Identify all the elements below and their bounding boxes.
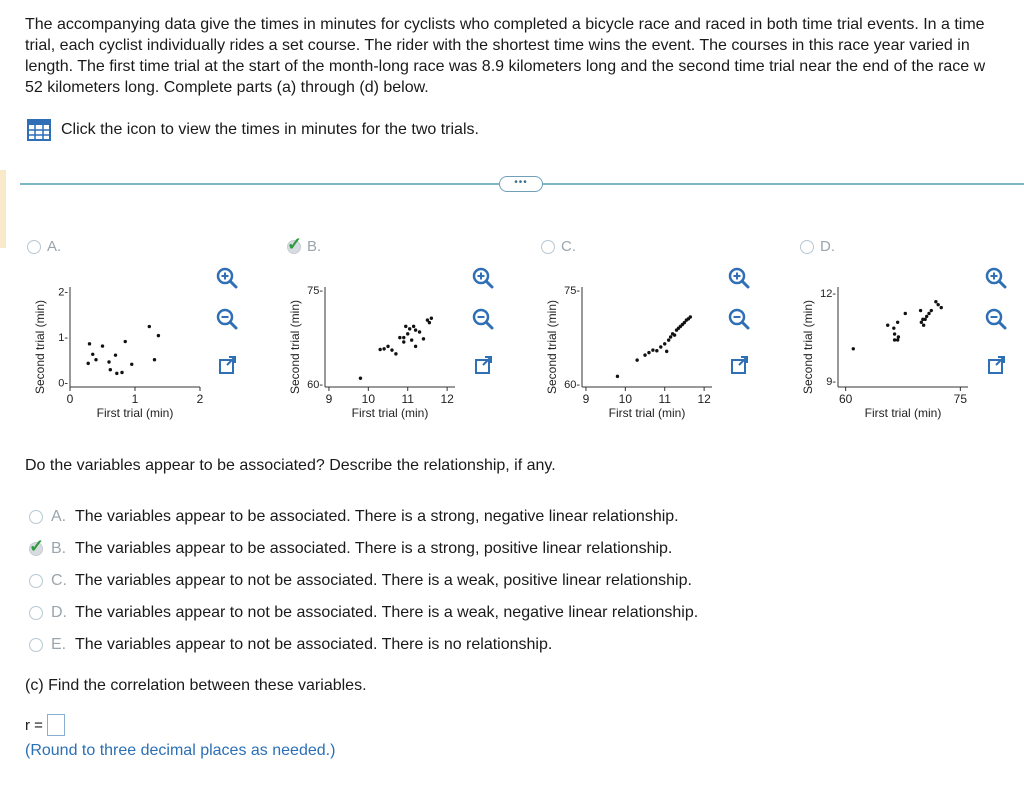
- x-axis-label: First trial (min): [96, 406, 174, 420]
- zoom-out-icon[interactable]: [983, 306, 1009, 332]
- association-question: Do the variables appear to be associated? Describe the relationship, if any.: [25, 457, 556, 474]
- answer-letter-c: C.: [51, 572, 67, 589]
- answer-letter-d: D.: [51, 604, 67, 621]
- data-point: [404, 325, 407, 328]
- x-axis-label: First trial (min): [608, 406, 686, 420]
- x-tick-label: 10: [618, 392, 633, 406]
- expand-icon[interactable]: [470, 352, 496, 378]
- data-point: [667, 338, 670, 341]
- data-point: [673, 333, 676, 336]
- y-axis-label: Second trial (min): [288, 299, 302, 395]
- data-point: [886, 324, 889, 327]
- r-answer-row: [25, 714, 65, 736]
- y-tick-label: 1-: [58, 332, 68, 344]
- scatterplot-a: [30, 270, 220, 435]
- checkmark-icon: ✓: [287, 233, 303, 254]
- zoom-out-icon[interactable]: [726, 306, 752, 332]
- data-point: [919, 309, 922, 312]
- data-point: [394, 352, 397, 355]
- y-axis-label: Second trial (min): [33, 299, 47, 395]
- data-point: [655, 349, 658, 352]
- graph-option-d[interactable]: [800, 238, 835, 255]
- answer-radio-d[interactable]: [29, 606, 43, 620]
- data-point: [382, 347, 385, 350]
- answer-text-b: The variables appear to be associated. There is a strong, positive linear relationship.: [75, 540, 673, 557]
- scatterplot-d-svg: [798, 270, 988, 435]
- rounding-note: (Round to three decimal places as needed.): [25, 742, 336, 759]
- data-point: [689, 315, 692, 318]
- part-c-prompt: (c) Find the correlation between these variables.: [25, 677, 367, 694]
- data-point: [148, 325, 151, 328]
- graph-radio-a[interactable]: [27, 240, 41, 254]
- data-point: [107, 360, 110, 363]
- data-point: [398, 336, 401, 339]
- data-point: [896, 321, 899, 324]
- data-point: [157, 334, 160, 337]
- answer-a[interactable]: [29, 501, 698, 533]
- graph-option-b[interactable]: [287, 233, 322, 255]
- data-point: [927, 312, 930, 315]
- data-point: [659, 345, 662, 348]
- data-point: [635, 358, 638, 361]
- zoom-in-icon[interactable]: [214, 265, 240, 291]
- data-point: [669, 335, 672, 338]
- data-point: [414, 328, 417, 331]
- data-point: [402, 336, 405, 339]
- y-axis-label: Second trial (min): [801, 299, 815, 395]
- graph-option-c[interactable]: [541, 238, 576, 255]
- graph-letter-b: B.: [307, 238, 322, 255]
- data-point: [428, 321, 431, 324]
- data-point: [406, 332, 409, 335]
- data-point: [934, 300, 937, 303]
- data-point: [386, 345, 389, 348]
- left-margin-marker: [0, 170, 6, 248]
- graph-letter-d: D.: [820, 238, 835, 255]
- x-tick-label: 9: [582, 392, 590, 406]
- scatterplot-b: [285, 270, 475, 435]
- zoom-in-icon[interactable]: [983, 265, 1009, 291]
- answer-text-c: The variables appear to not be associated. There is a weak, positive linear relationship.: [75, 572, 692, 589]
- expand-icon[interactable]: [726, 352, 752, 378]
- x-tick-label: 75: [953, 392, 968, 406]
- y-tick-label: 2-: [58, 286, 68, 299]
- y-tick-label: 12-: [820, 287, 836, 300]
- scatterplot-b-svg: [285, 270, 475, 435]
- data-point: [410, 338, 413, 341]
- scatterplot-a-svg: [30, 270, 220, 435]
- data-point: [422, 337, 425, 340]
- data-point: [893, 338, 896, 341]
- zoom-in-icon[interactable]: [726, 265, 752, 291]
- y-axis-label: Second trial (min): [545, 299, 559, 395]
- data-point: [359, 377, 362, 380]
- answer-text-d: The variables appear to not be associated. There is a weak, negative linear relationship.: [75, 604, 699, 621]
- answer-text-e: The variables appear to not be associated. There is no relationship.: [75, 636, 553, 653]
- problem-intro: The accompanying data give the times in minutes for cyclists who completed a bicycle race and raced in both time trial events. In a time trial, each cyclist individually rides a set course. The rider with the shortest time wins the event. The courses in this race year varied in length. The first time trial at the start of the month-long race was 8.9 kilometers long and the second time trial near the end of the race w 52 kilometers long. Complete parts (a) through (d) below.: [25, 16, 986, 96]
- data-point: [663, 342, 666, 345]
- r-input[interactable]: [47, 714, 65, 736]
- answer-text-a: The variables appear to be associated. There is a strong, negative linear relationship.: [75, 508, 679, 525]
- graph-option-a[interactable]: [27, 238, 61, 255]
- data-point: [114, 353, 117, 356]
- data-point: [665, 350, 668, 353]
- answer-e[interactable]: [29, 629, 698, 661]
- x-tick-label: 12: [440, 392, 454, 406]
- answer-radio-c[interactable]: [29, 574, 43, 588]
- data-point: [91, 353, 94, 356]
- data-point: [88, 342, 91, 345]
- r-label: r =: [25, 716, 43, 734]
- graph-radio-c[interactable]: [541, 240, 555, 254]
- x-tick-label: 9: [325, 392, 333, 406]
- x-tick-label: 11: [401, 392, 414, 406]
- table-icon[interactable]: [27, 119, 51, 141]
- y-tick-label: 75-: [564, 285, 580, 298]
- y-tick-label: 0-: [58, 377, 68, 390]
- y-tick-label: 9-: [826, 376, 836, 389]
- graph-letter-c: C.: [561, 238, 576, 255]
- x-tick-label: 11: [658, 392, 671, 406]
- zoom-out-icon[interactable]: [214, 306, 240, 332]
- data-point: [408, 327, 411, 330]
- data-point: [414, 345, 417, 348]
- data-point: [923, 318, 926, 321]
- data-point: [101, 344, 104, 347]
- data-point: [852, 347, 855, 350]
- y-tick-label: 75-: [307, 285, 323, 298]
- answer-b[interactable]: [29, 533, 698, 565]
- data-point: [378, 348, 381, 351]
- data-point: [925, 315, 928, 318]
- x-axis-label: First trial (min): [351, 406, 429, 420]
- answer-radio-a[interactable]: [29, 510, 43, 524]
- scatterplot-c: [542, 270, 732, 435]
- scatterplot-c-svg: [542, 270, 732, 435]
- x-tick-label: 2: [196, 392, 204, 406]
- expand-icon[interactable]: [983, 352, 1009, 378]
- data-point: [390, 348, 393, 351]
- data-point: [109, 368, 112, 371]
- expand-icon[interactable]: [214, 352, 240, 378]
- x-tick-label: 1: [131, 392, 139, 406]
- data-point: [922, 324, 925, 327]
- graph-radio-d[interactable]: [800, 240, 814, 254]
- data-point: [896, 338, 899, 341]
- x-tick-label: 10: [361, 392, 376, 406]
- data-point: [897, 335, 900, 338]
- data-point: [402, 340, 405, 343]
- y-tick-label: 60-: [307, 378, 323, 391]
- data-point: [920, 321, 923, 324]
- data-point: [94, 358, 97, 361]
- data-point: [893, 332, 896, 335]
- data-point: [115, 372, 118, 375]
- answer-d[interactable]: [29, 597, 698, 629]
- answer-radio-b[interactable]: [29, 536, 45, 556]
- scatterplot-d: [798, 270, 988, 435]
- data-point: [120, 371, 123, 374]
- more-button[interactable]: •••: [499, 176, 543, 192]
- answer-letter-a: A.: [51, 508, 67, 525]
- data-point: [124, 340, 127, 343]
- graph-radio-b[interactable]: [287, 233, 303, 254]
- data-point: [940, 306, 943, 309]
- data-point: [936, 303, 939, 306]
- answer-letter-e: E.: [51, 636, 67, 653]
- data-point: [418, 330, 421, 333]
- zoom-in-icon[interactable]: [470, 265, 496, 291]
- data-point: [412, 325, 415, 328]
- answer-radio-e[interactable]: [29, 638, 43, 652]
- data-point: [647, 351, 650, 354]
- data-point: [643, 353, 646, 356]
- answer-c[interactable]: [29, 565, 698, 597]
- data-point: [430, 317, 433, 320]
- data-point: [153, 358, 156, 361]
- zoom-out-icon[interactable]: [470, 306, 496, 332]
- answer-letter-b: B.: [51, 540, 67, 557]
- data-point: [130, 363, 133, 366]
- data-link-label[interactable]: Click the icon to view the times in minutes for the two trials.: [61, 121, 479, 138]
- data-point: [892, 326, 895, 329]
- x-tick-label: 0: [66, 392, 74, 406]
- data-point: [930, 309, 933, 312]
- x-axis-label: First trial (min): [864, 406, 942, 420]
- answer-list: [29, 501, 698, 661]
- x-tick-label: 12: [697, 392, 711, 406]
- data-point: [904, 312, 907, 315]
- checkmark-icon: ✓: [29, 536, 45, 556]
- y-tick-label: 60-: [564, 378, 580, 391]
- data-point: [87, 362, 90, 365]
- x-tick-label: 60: [838, 392, 853, 406]
- data-table-link[interactable]: [27, 119, 479, 141]
- data-point: [651, 348, 654, 351]
- graph-letter-a: A.: [47, 238, 62, 255]
- data-point: [616, 375, 619, 378]
